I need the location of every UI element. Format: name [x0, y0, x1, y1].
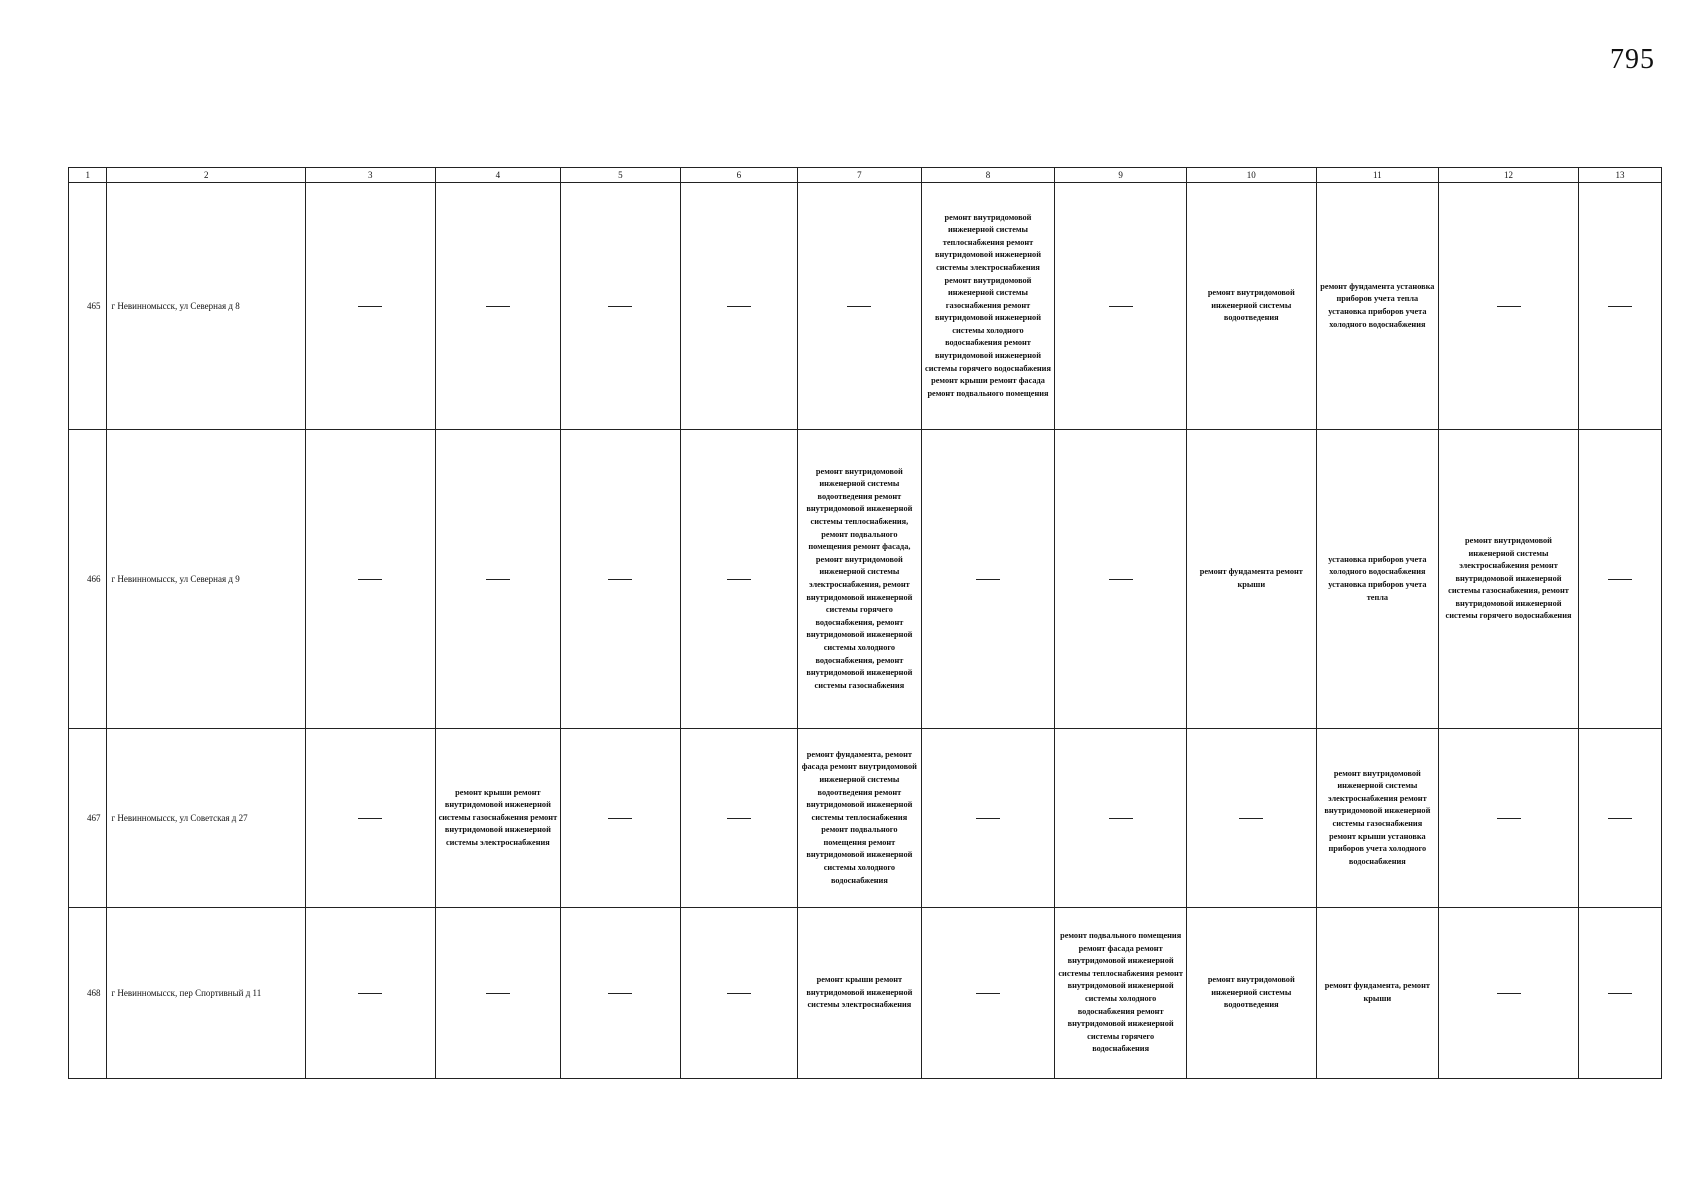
empty-dash: [1239, 818, 1263, 819]
cell-col4: [435, 908, 561, 1079]
cell-col10: ремонт внутридомовой инженерной системы водоотведения: [1186, 908, 1316, 1079]
cell-col7: ремонт внутридомовой инженерной системы водоотведения ремонт внутридомовой инженерной системы теплоснабжения, ремонт подвального помещения ремонт фасада, ремонт внутридомовой инженерной системы электроснабжения, ремонт внутридомовой инженерной системы горячего водоснабжения, ремонт внутридомовой инженерной системы холодного водоснабжения, ремонт внутридомовой инженерной системы газоснабжения: [798, 430, 922, 729]
column-header-2: 2: [107, 168, 305, 183]
column-header-7: 7: [798, 168, 922, 183]
empty-dash: [727, 306, 751, 307]
cell-col6: [680, 183, 797, 430]
empty-dash: [1608, 993, 1632, 994]
column-header-1: 1: [69, 168, 107, 183]
row-address: г Невинномысск, ул Северная д 8: [107, 183, 305, 430]
column-number-row: [69, 168, 1662, 183]
cell-col6: [680, 430, 797, 729]
column-header-9: 9: [1055, 168, 1187, 183]
row-number: 466: [69, 430, 107, 729]
cell-col10: ремонт внутридомовой инженерной системы водоотведения: [1186, 183, 1316, 430]
cell-col13: [1578, 908, 1661, 1079]
cell-col6: [680, 908, 797, 1079]
empty-dash: [486, 306, 510, 307]
cell-col13: [1578, 183, 1661, 430]
row-number: 465: [69, 183, 107, 430]
cell-col5: [561, 729, 681, 908]
empty-dash: [1497, 306, 1521, 307]
page-number: 795: [1610, 44, 1655, 75]
column-header-11: 11: [1316, 168, 1439, 183]
empty-dash: [1608, 306, 1632, 307]
empty-dash: [1497, 993, 1521, 994]
column-header-5: 5: [561, 168, 681, 183]
cell-col10: ремонт фундамента ремонт крыши: [1186, 430, 1316, 729]
table-row: [69, 430, 1662, 729]
empty-dash: [358, 579, 382, 580]
empty-dash: [727, 993, 751, 994]
cell-col9: [1055, 729, 1187, 908]
cell-col5: [561, 430, 681, 729]
cell-col13: [1578, 430, 1661, 729]
table-row: [69, 183, 1662, 430]
cell-col8: [921, 430, 1055, 729]
empty-dash: [1109, 579, 1133, 580]
empty-dash: [976, 818, 1000, 819]
cell-col10: [1186, 729, 1316, 908]
empty-dash: [976, 993, 1000, 994]
cell-col12: [1439, 729, 1579, 908]
empty-dash: [1608, 579, 1632, 580]
column-header-8: 8: [921, 168, 1055, 183]
cell-col7: ремонт фундамента, ремонт фасада ремонт внутридомовой инженерной системы водоотведения ремонт внутридомовой инженерной системы теплоснабжения ремонт подвального помещения ремонт внутридомовой инженерной системы холодного водоснабжения: [798, 729, 922, 908]
cell-col3: [305, 430, 435, 729]
empty-dash: [727, 579, 751, 580]
table-row: [69, 908, 1662, 1079]
column-header-6: 6: [680, 168, 797, 183]
cell-col12: [1439, 183, 1579, 430]
empty-dash: [608, 579, 632, 580]
table-row: [69, 729, 1662, 908]
column-header-4: 4: [435, 168, 561, 183]
cell-col11: ремонт фундамента установка приборов учета тепла установка приборов учета холодного водоснабжения: [1316, 183, 1439, 430]
empty-dash: [1109, 818, 1133, 819]
empty-dash: [358, 818, 382, 819]
cell-col12: ремонт внутридомовой инженерной системы электроснабжения ремонт внутридомовой инженерной системы газоснабжения, ремонт внутридомовой инженерной системы горячего водоснабжения: [1439, 430, 1579, 729]
empty-dash: [486, 579, 510, 580]
empty-dash: [358, 993, 382, 994]
empty-dash: [727, 818, 751, 819]
empty-dash: [608, 306, 632, 307]
column-header-13: 13: [1578, 168, 1661, 183]
cell-col4: ремонт крыши ремонт внутридомовой инженерной системы газоснабжения ремонт внутридомовой инженерной системы электроснабжения: [435, 729, 561, 908]
column-header-10: 10: [1186, 168, 1316, 183]
cell-col13: [1578, 729, 1661, 908]
empty-dash: [847, 306, 871, 307]
cell-col9: [1055, 183, 1187, 430]
cell-col7: [798, 183, 922, 430]
row-address: г Невинномысск, пер Спортивный д 11: [107, 908, 305, 1079]
empty-dash: [1608, 818, 1632, 819]
cell-col8: [921, 908, 1055, 1079]
empty-dash: [358, 306, 382, 307]
empty-dash: [1497, 818, 1521, 819]
column-header-12: 12: [1439, 168, 1579, 183]
empty-dash: [1109, 306, 1133, 307]
empty-dash: [976, 579, 1000, 580]
row-address: г Невинномысск, ул Северная д 9: [107, 430, 305, 729]
cell-col12: [1439, 908, 1579, 1079]
cell-col11: установка приборов учета холодного водоснабжения установка приборов учета тепла: [1316, 430, 1439, 729]
repair-schedule-table: [68, 167, 1662, 1079]
cell-col7: ремонт крыши ремонт внутридомовой инженерной системы электроснабжения: [798, 908, 922, 1079]
cell-col3: [305, 183, 435, 430]
cell-col5: [561, 908, 681, 1079]
column-header-3: 3: [305, 168, 435, 183]
row-number: 467: [69, 729, 107, 908]
cell-col3: [305, 908, 435, 1079]
row-number: 468: [69, 908, 107, 1079]
cell-col4: [435, 183, 561, 430]
cell-col5: [561, 183, 681, 430]
cell-col8: [921, 729, 1055, 908]
cell-col3: [305, 729, 435, 908]
cell-col6: [680, 729, 797, 908]
empty-dash: [608, 818, 632, 819]
empty-dash: [608, 993, 632, 994]
cell-col11: ремонт фундамента, ремонт крыши: [1316, 908, 1439, 1079]
cell-col8: ремонт внутридомовой инженерной системы теплоснабжения ремонт внутридомовой инженерной системы электроснабжения ремонт внутридомовой инженерной системы газоснабжения ремонт внутридомовой инженерной системы холодного водоснабжения ремонт внутридомовой инженерной системы горячего водоснабжения ремонт крыши ремонт фасада ремонт подвального помещения: [921, 183, 1055, 430]
cell-col4: [435, 430, 561, 729]
cell-col9: ремонт подвального помещения ремонт фасада ремонт внутридомовой инженерной системы теплоснабжения ремонт внутридомовой инженерной системы холодного водоснабжения ремонт внутридомовой инженерной системы горячего водоснабжения: [1055, 908, 1187, 1079]
empty-dash: [486, 993, 510, 994]
cell-col11: ремонт внутридомовой инженерной системы электроснабжения ремонт внутридомовой инженерной системы газоснабжения ремонт крыши установка приборов учета холодного водоснабжения: [1316, 729, 1439, 908]
cell-col9: [1055, 430, 1187, 729]
row-address: г Невинномысск, ул Советская д 27: [107, 729, 305, 908]
